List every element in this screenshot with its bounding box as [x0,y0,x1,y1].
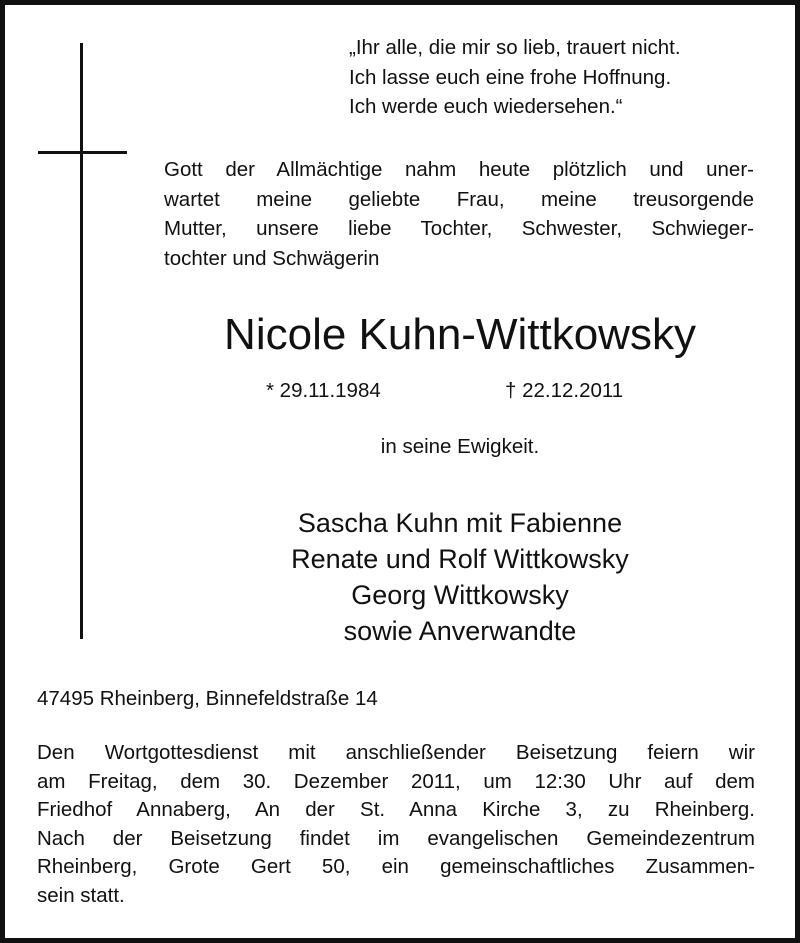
quote-line: „Ihr alle, die mir so lieb, trauert nicht. [349,36,681,59]
announcement-text [164,155,754,273]
mourner-entry: Georg Wittkowsky [351,580,569,610]
announcement-line: wartet meine geliebte Frau, meine treusorgende [164,187,754,211]
cross-vertical-bar [80,43,83,639]
family-address: 47495 Rheinberg, Binnefeldstraße 14 [37,687,378,710]
mourners-list [160,505,760,649]
service-line: Den Wortgottesdienst mit anschließender Beisetzung feiern wir [37,741,755,764]
service-line: am Freitag, dem 30. Dezember 2011, um 12:30 Uhr auf dem [37,769,755,793]
mourner-entry: Renate und Rolf Wittkowsky [291,544,629,574]
service-details [37,739,755,910]
cross-horizontal-bar [38,151,127,154]
announcement-line: tochter und Schwägerin [164,246,380,270]
service-line: Rheinberg, Grote Gert 50, ein gemeinschaftliches Zusammen- [37,855,755,878]
quote-line: Ich werde euch wiedersehen.“ [349,95,623,118]
service-line: Nach der Beisetzung findet im evangelischen Gemeindezentrum [37,826,755,850]
deceased-name: Nicole Kuhn-Wittkowsky [224,310,696,359]
death-date: † 22.12.2011 [505,379,624,402]
service-line: Friedhof Annaberg, An der St. Anna Kirche 3, zu Rheinberg. [37,798,755,821]
quote-line: Ich lasse euch eine frohe Hoffnung. [349,65,672,89]
announcement-line: Gott der Allmächtige nahm heute plötzlich und uner- [164,158,754,181]
service-line: sein statt. [37,883,125,907]
announcement-line: Mutter, unsere liebe Tochter, Schwester, Schwieger- [164,217,754,240]
eternity-line: in seine Ewigkeit. [380,435,540,458]
birth-date: * 29.11.1984 [266,379,381,402]
mourner-entry: Sascha Kuhn mit Fabienne [297,508,623,538]
mourner-entry: sowie Anverwandte [343,616,577,646]
memorial-quote [349,33,769,122]
